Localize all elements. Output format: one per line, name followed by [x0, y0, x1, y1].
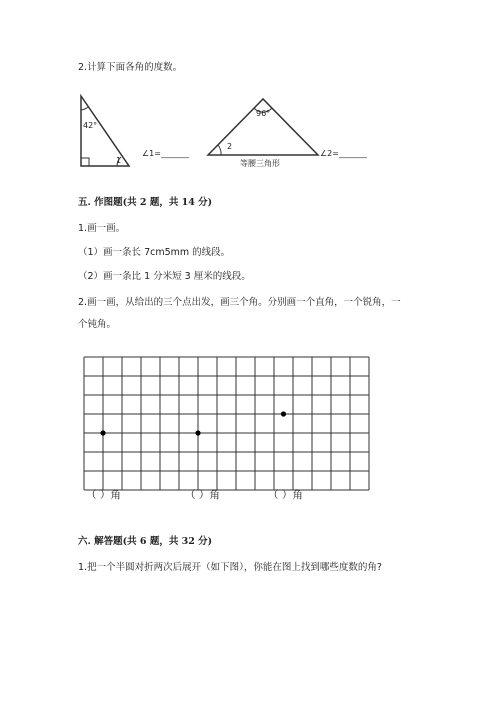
section5-q1: 1.画一画。 — [78, 223, 126, 234]
angle-96-label: 96° — [256, 109, 271, 118]
drawing-grid — [84, 357, 374, 489]
right-triangle-figure — [75, 94, 135, 174]
start-point — [100, 430, 105, 435]
isosceles-caption: 等腰三角形 — [240, 159, 280, 168]
blank-angle-2: （ ）角 — [185, 489, 220, 501]
start-point — [281, 411, 286, 416]
angle-1-answer: ∠1=_______ — [142, 149, 189, 158]
section5-q1-sub2: （2）画一条比 1 分米短 3 厘米的线段。 — [78, 271, 251, 282]
blank-angle-3: （ ）角 — [268, 489, 303, 501]
isosceles-triangle-figure — [205, 96, 325, 158]
q2-prompt: 2.计算下面各角的度数。 — [78, 62, 183, 73]
section5-title: 五. 作图题(共 2 题，共 14 分) — [78, 197, 213, 208]
angle-2-answer: ∠2=_______ — [320, 149, 367, 158]
angle-1-label: 1 — [116, 156, 122, 165]
section6-title: 六. 解答题(共 6 题，共 32 分) — [78, 536, 213, 547]
start-point — [195, 430, 200, 435]
angle-2-label: 2 — [227, 142, 233, 151]
angle-42-label: 42° — [83, 121, 98, 130]
section6-q1: 1.把一个半圆对折两次后展开（如下图），你能在图上找到哪些度数的角? — [78, 562, 382, 573]
section5-q2-line1: 2.画一画，从给出的三个点出发，画三个角。分别画一个直角，一个锐角，一 — [78, 297, 401, 308]
blank-angle-1: （ ）角 — [86, 489, 121, 501]
section5-q2-line2: 个钝角。 — [78, 319, 117, 330]
section5-q1-sub1: （1）画一条长 7cm5mm 的线段。 — [78, 247, 231, 258]
